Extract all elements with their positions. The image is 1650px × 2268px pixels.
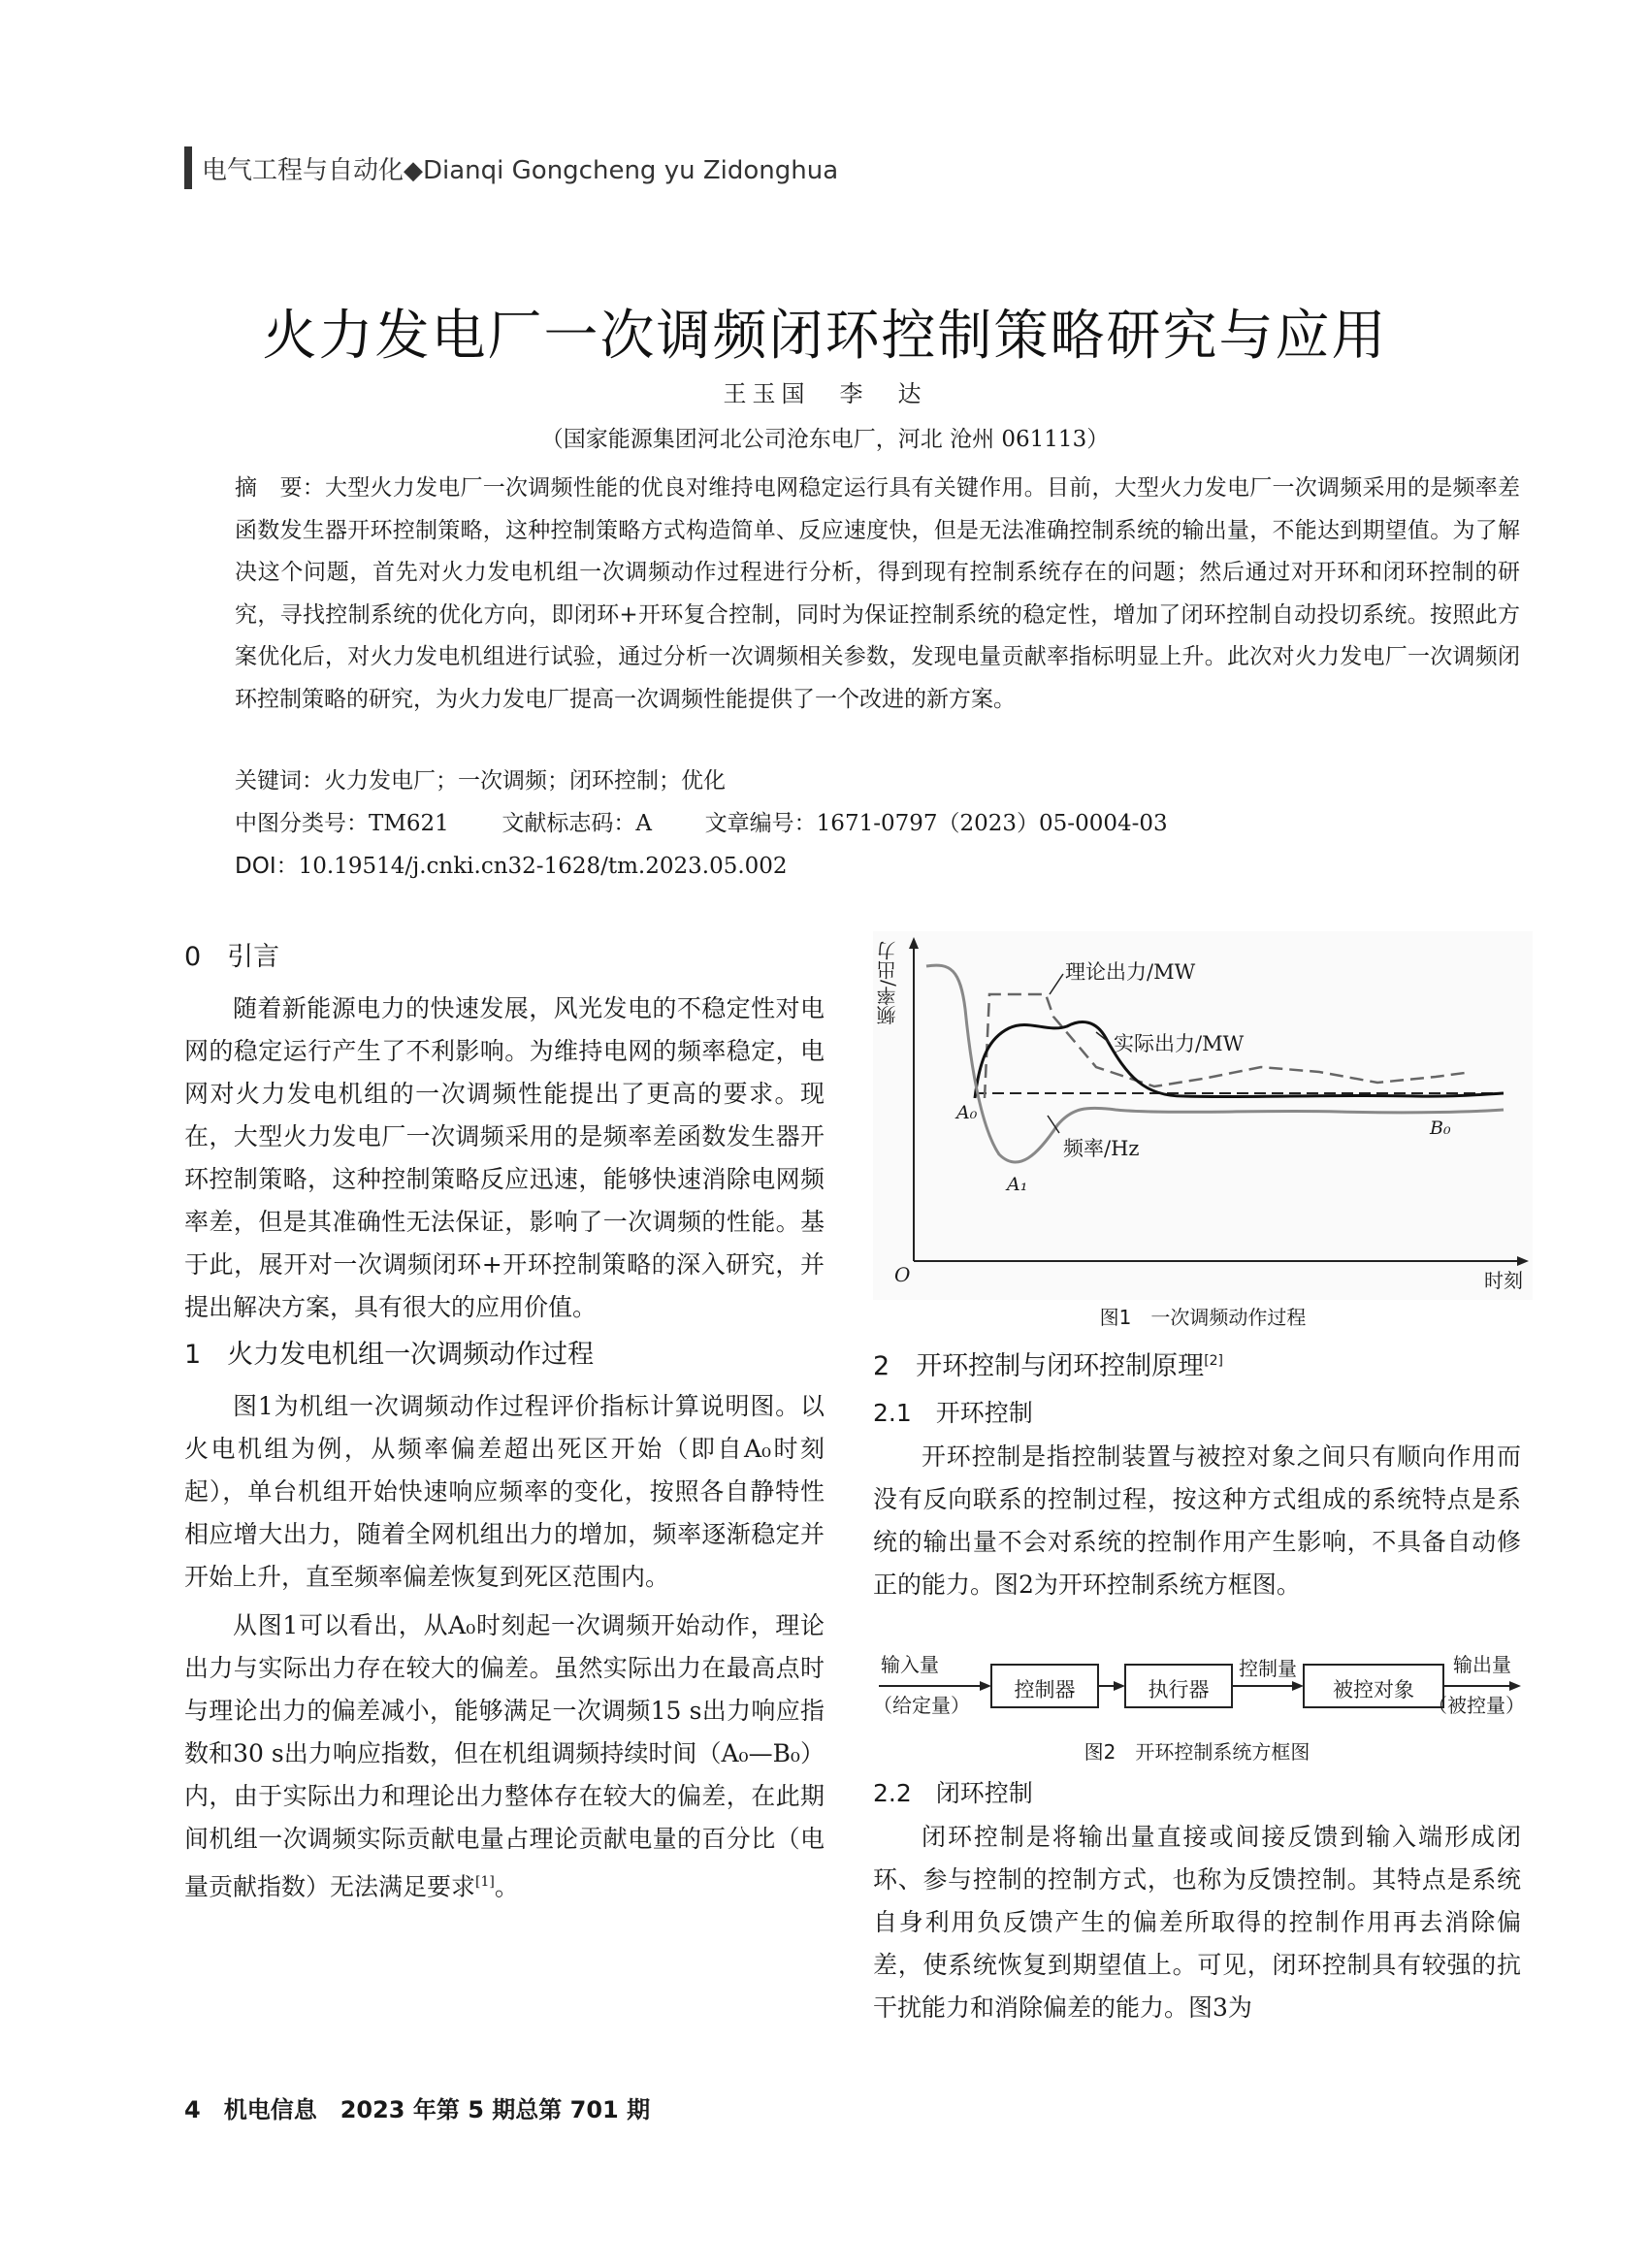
abstract-label: 摘 要： <box>235 475 325 501</box>
section-2-1-title: 2.1 开环控制 <box>873 1399 1033 1427</box>
section-1-paragraph-1: 图1为机组一次调频动作过程评价指标计算说明图。以火电机组为例，从频率偏差超出死区开始（即自A₀时刻起），单台机组开始快速响应频率的变化，按照各自静特性相应增大出力，随着全网机组出力的增加，频率逐渐稳定并开始上升，直至频率偏差恢复到死区范围内。 <box>184 1392 825 1591</box>
y-axis-label: 频率/出力 <box>876 941 899 1025</box>
affiliation: （国家能源集团河北公司沧东电厂，河北 沧州 061113） <box>540 427 1110 452</box>
clc-value: TM621 <box>369 811 449 836</box>
doi <box>235 848 788 880</box>
section-2-2-title: 2.2 闭环控制 <box>873 1779 1033 1807</box>
point-a0-label: A₀ <box>956 1102 978 1123</box>
article-no-value: 1671-0797（2023）05-0004-03 <box>816 811 1168 836</box>
section-2-title <box>873 1337 1521 1391</box>
keywords <box>235 762 726 794</box>
arrow-1-2-head-icon <box>1114 1681 1125 1691</box>
input-sub-label: （给定量） <box>873 1694 970 1717</box>
x-axis-label: 时刻 <box>1484 1269 1523 1292</box>
article-no-label: 文章编号： <box>704 811 817 836</box>
actuator-label: 执行器 <box>1148 1678 1210 1701</box>
section-2-2-paragraph: 闭环控制是将输出量直接或间接反馈到输入端形成闭环、参与控制的控制方式，也称为反馈控制。其特点是系统自身利用负反馈产生的偏差所取得的控制作用再去消除偏差，使系统恢复到期望值上。可见，闭环控制具有较强的抗干扰能力和消除偏差的能力。图3为 <box>873 1823 1521 2022</box>
section-1-paragraph-2-end: 。 <box>494 1872 519 1901</box>
keywords-text: 火力发电厂；一次调频；闭环控制；优化 <box>324 768 726 794</box>
abstract <box>235 468 1520 721</box>
output-sub-label: （被控量） <box>1428 1694 1525 1717</box>
arrow-2-3-head-icon <box>1292 1681 1304 1691</box>
section-1-paragraph-2-text: 从图1可以看出，从A₀时刻起一次调频开始动作，理论出力与实际出力存在较大的偏差。虽然实际出力在最高点时与理论出力的偏差减小，能够满足一次调频15 s出力响应指数和30 s出力响应指数，但在机组调频持续时间（A₀—B₀）内，由于实际出力和理论出力整体存在较大的偏差，在此期间机组一次调频实际贡献电量占理论贡献电量的百分比（电量贡献指数）无法满足要求 <box>184 1611 825 1901</box>
doi-text: 10.19514/j.cnki.cn32-1628/tm.2023.05.002 <box>298 854 788 879</box>
controller-label: 控制器 <box>1014 1678 1076 1701</box>
section-2-title-text: 2 开环控制与闭环控制原理 <box>873 1351 1205 1381</box>
section-0-title: 0 引言 <box>184 942 280 972</box>
doc-code-value: A <box>635 811 653 836</box>
citation-1: [1] <box>475 1874 495 1890</box>
figure-1 <box>873 931 1533 1300</box>
output-label: 输出量 <box>1453 1653 1511 1676</box>
theory-output-label: 理论出力/MW <box>1065 960 1196 984</box>
figure-2-caption: 图2 开环控制系统方框图 <box>1084 1740 1310 1764</box>
paper-title: 火力发电厂一次调频闭环控制策略研究与应用 <box>262 305 1388 368</box>
right-column-bottom <box>873 1771 1521 2029</box>
section-1-paragraph-2 <box>184 1604 825 1908</box>
point-a1-label: A₁ <box>1007 1174 1028 1195</box>
control-variable-label: 控制量 <box>1239 1657 1297 1680</box>
clc-label: 中图分类号： <box>235 811 369 836</box>
doc-code-label: 文献标志码： <box>501 811 636 836</box>
figure-2 <box>873 1649 1525 1727</box>
citation-2: [2] <box>1204 1353 1224 1369</box>
header-bar <box>184 146 192 189</box>
journal-header <box>184 144 838 192</box>
input-label: 输入量 <box>881 1653 939 1676</box>
figure-1-caption: 图1 一次调频动作过程 <box>1099 1306 1307 1329</box>
arrow-input-head-icon <box>980 1681 991 1691</box>
page-footer: 4 机电信息 2023 年第 5 期总第 701 期 <box>184 2096 651 2123</box>
plant-label: 被控对象 <box>1333 1678 1414 1701</box>
frequency-label: 频率/Hz <box>1063 1137 1140 1160</box>
section-2-1-paragraph: 开环控制是指控制装置与被控对象之间只有顺向作用而没有反向联系的控制过程，按这种方式组成的系统特点是系统的输出量不会对系统的控制作用产生影响，不具备自动修正的能力。图2为开环控制系统方框图。 <box>873 1442 1521 1599</box>
abstract-text: 大型火力发电厂一次调频性能的优良对维持电网稳定运行具有关键作用。目前，大型火力发电厂一次调频采用的是频率差函数发生器开环控制策略，这种控制策略方式构造简单、反应速度快，但是无法准确控制系统的输出量，不能达到期望值。为了解决这个问题，首先对火力发电机组一次调频动作过程进行分析，得到现有控制系统存在的问题；然后通过对开环和闭环控制的研究，寻找控制系统的优化方向，即闭环+开环复合控制，同时为保证控制系统的稳定性，增加了闭环控制自动投切系统。按照此方案优化后，对火力发电机组进行试验，通过分析一次调频相关参数，发现电量贡献率指标明显上升。此次对火力发电厂一次调频闭环控制策略的研究，为火力发电厂提高一次调频性能提供了一个改进的新方案。 <box>235 475 1520 712</box>
origin-label: O <box>894 1263 911 1286</box>
actual-output-label: 实际出力/MW <box>1114 1032 1245 1055</box>
journal-name: 电气工程与自动化◆Dianqi Gongcheng yu Zidonghua <box>202 155 839 185</box>
doi-label: DOI： <box>235 854 299 879</box>
keywords-label: 关键词： <box>235 768 324 794</box>
authors: 王玉国 李 达 <box>723 380 927 407</box>
left-column <box>184 933 825 1908</box>
point-b0-label: B₀ <box>1430 1118 1451 1139</box>
right-column-top <box>873 1337 1521 1606</box>
section-1-title: 1 火力发电机组一次调频动作过程 <box>184 1340 595 1370</box>
section-0-paragraph: 随着新能源电力的快速发展，风光发电的不稳定性对电网的稳定运行产生了不利影响。为维持电网的频率稳定，电网对火力发电机组的一次调频性能提出了更高的要求。现在，大型火力发电厂一次调频采用的是频率差函数发生器开环控制策略，这种控制策略反应迅速，能够快速消除电网频率差，但是其准确性无法保证，影响了一次调频的性能。基于此，展开对一次调频闭环+开环控制策略的深入研究，并提出解决方案，具有很大的应用价值。 <box>184 994 825 1321</box>
classification <box>235 805 1168 837</box>
